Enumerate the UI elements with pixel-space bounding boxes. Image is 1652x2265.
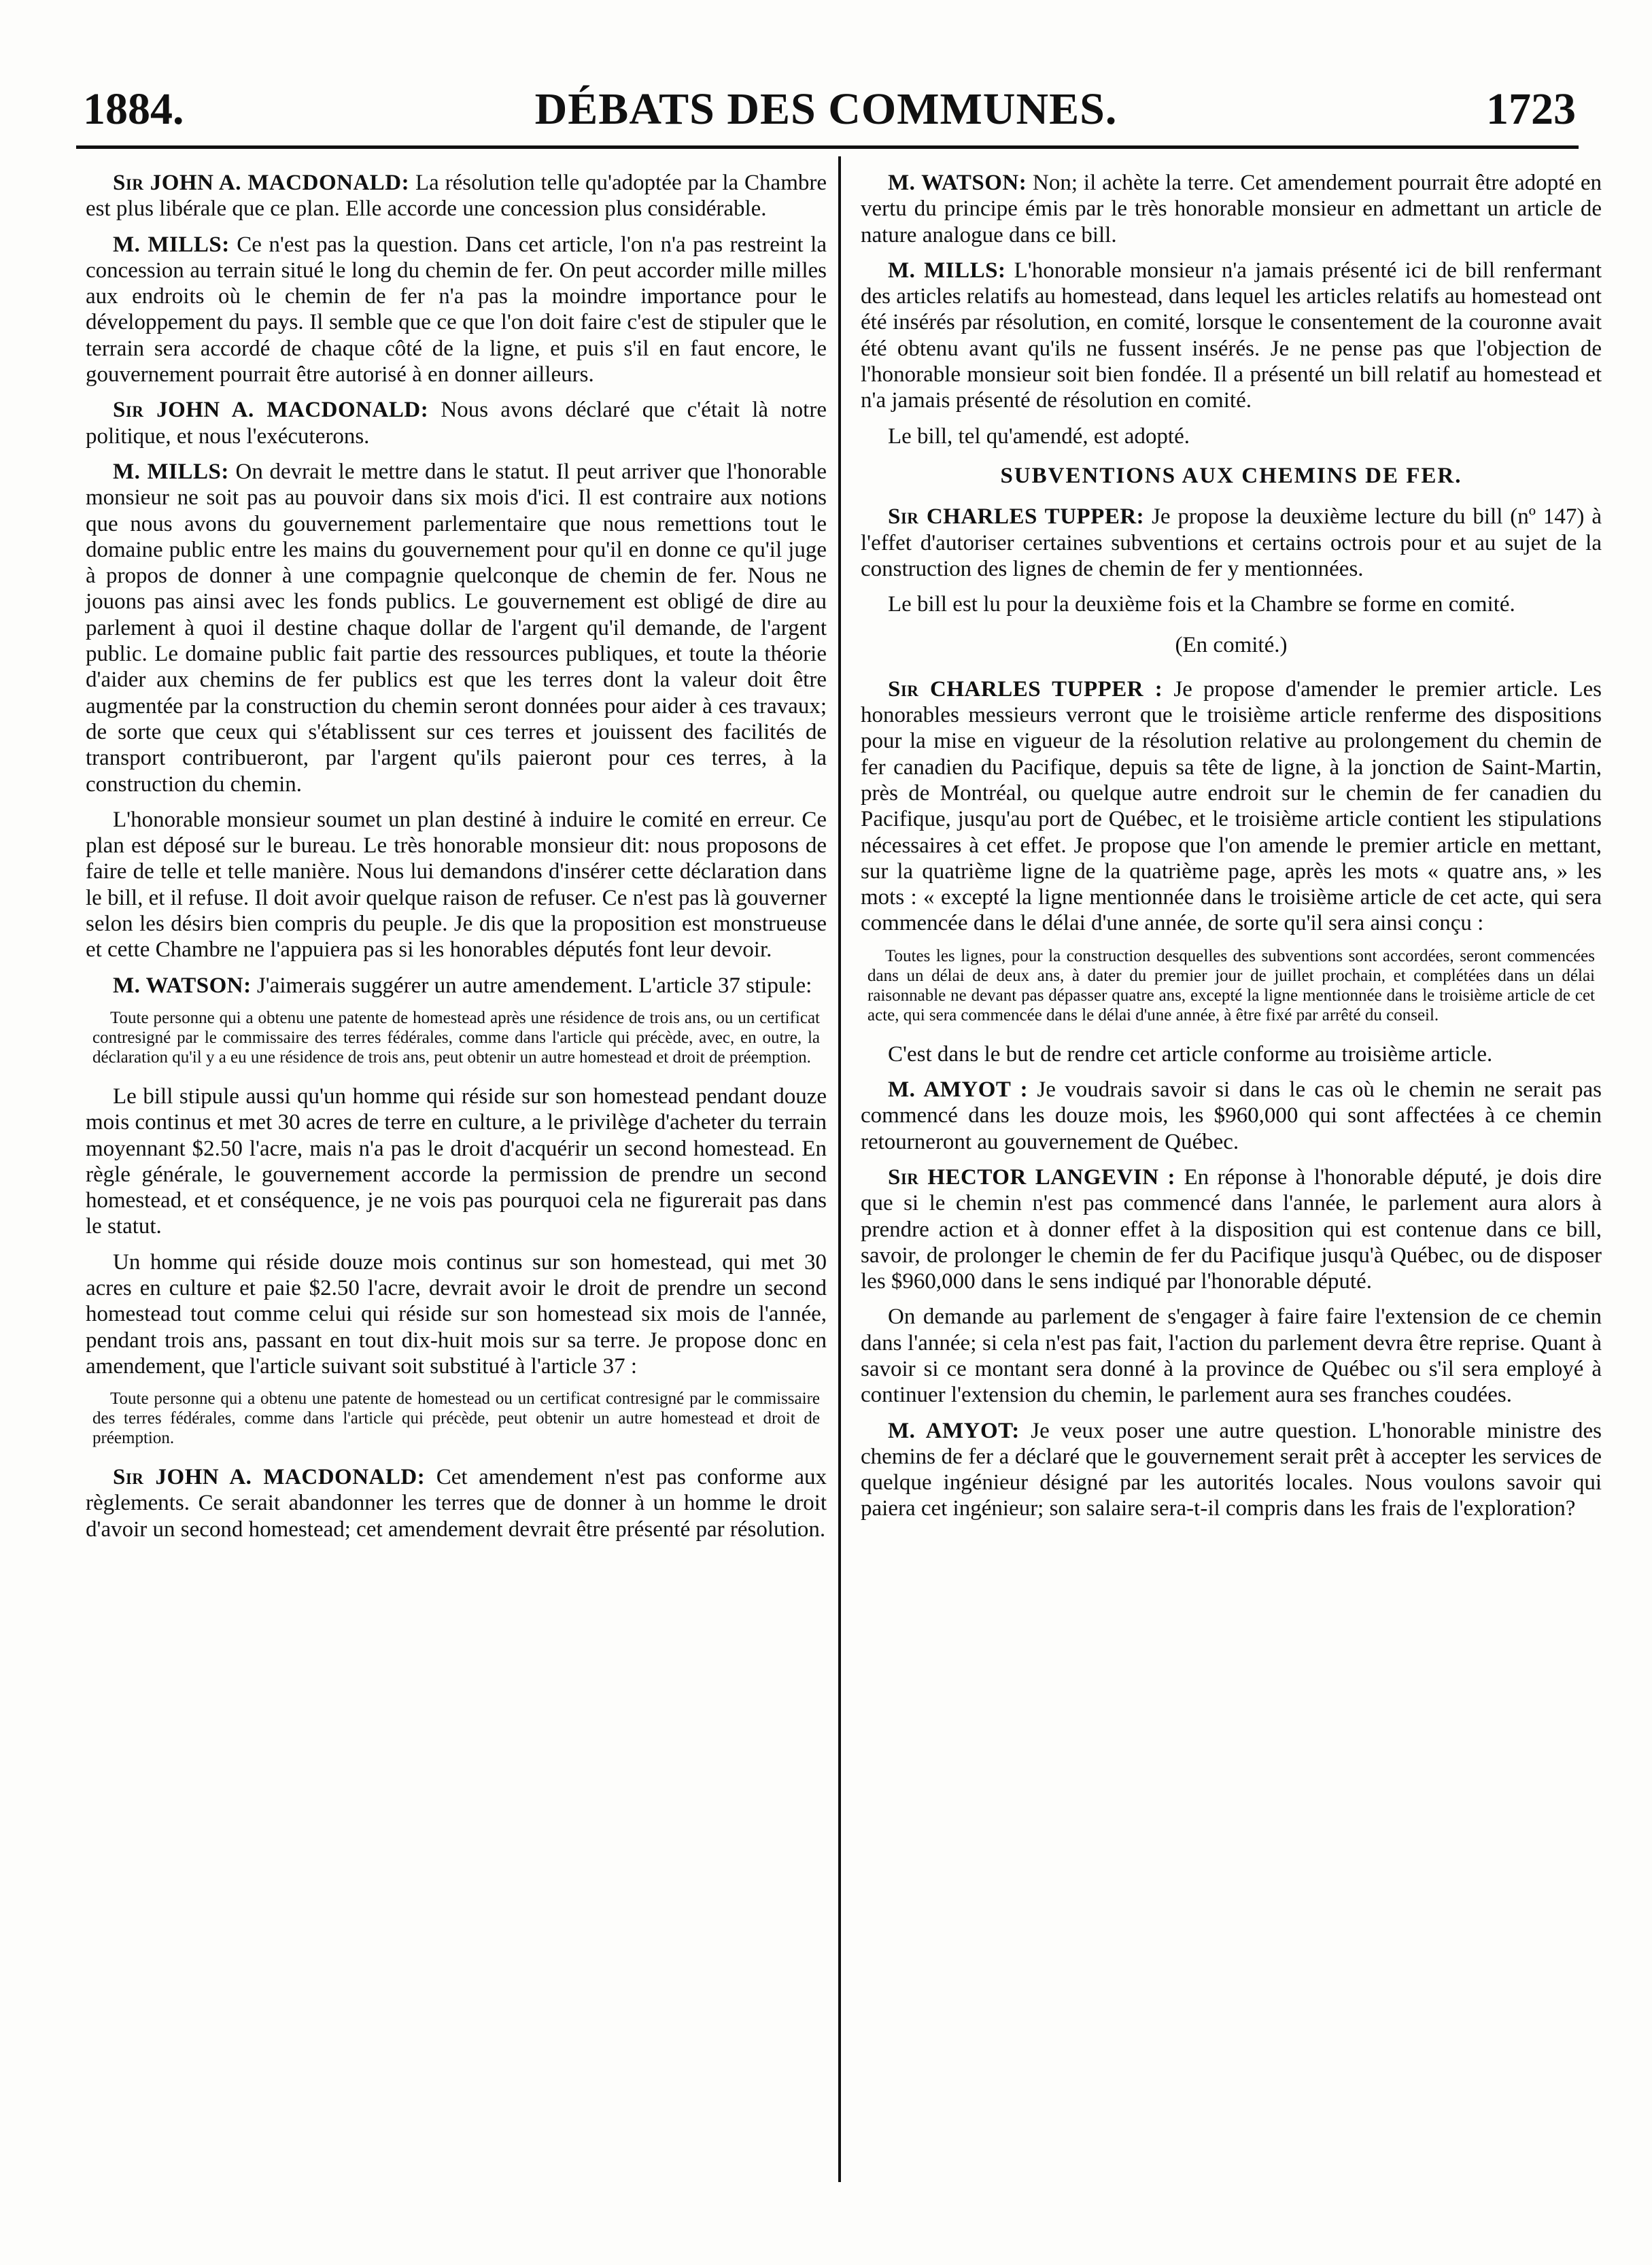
speaker-name: Sir JOHN A. MACDONALD:: [113, 1465, 426, 1490]
speech-text: Je veux poser une autre question. L'honorable ministre des chemins de fer a déclaré que le gouvernement serait prêt à accepter les services de quelque ingénieur désigné par les autorités locales. Nous voulons savoir qui paiera cet ingénieur; son salaire sera-t-il compris dans les frais de l'exploration?: [861, 1418, 1602, 1521]
speech-text: En réponse à l'honorable député, je dois dire que si le chemin n'est pas commencé dans l'année, le parlement aura alors à prendre action et à donner effet à la disposition qui est contenue dans ce bill, savoir, de prolonger le chemin de fer du Pacifique jusqu'à Québec, ou de disposer les $960,000 dans le sens indiqué par l'honorable député.: [861, 1164, 1602, 1294]
speech-text: Non; il achète la terre. Cet amendement pourrait être adopté en vertu du principe émis par le très honorable monsieur en admettant un article de nature analogue dans ce bill.: [861, 171, 1602, 247]
speech-paragraph: [86, 170, 827, 222]
speech-text: Je propose d'amender le premier article. Les honorables messieurs verront que le troisième article renferme des dispositions pour la mise en vigueur de la résolution relative au prolongement du chemin de fer canadien du Pacifique, depuis sa tête de ligne, à la jonction de Saint-Martin, près de Montréal, ou quelque autre endroit sur le chemin de fer canadien du Pacifique, jusqu'au port de Québec, et le troisième article contient les stipulations nécessaires à cet effet. Je propose que l'on amende le premier article en mettant, sur la quatrième ligne de la quatrième page, après les mots « quatre ans, » les mots : « excepté la ligne mentionnée dans le troisième article de cet acte, qui sera commencée dans le délai d'une année, de sorte qu'il sera ainsi conçu :: [861, 676, 1602, 936]
speech-text: L'honorable monsieur n'a jamais présenté ici de bill renfermant des articles relatifs au homestead, dans lequel les articles relatifs au homestead ont été insérés par résolution, en comité, lorsque le consentement de la couronne avait été obtenu avant qu'ils ne fussent insérés. Je ne pense pas que l'objection de l'honorable monsieur soit bien fondée. Il a présenté un bill relatif au homestead et n'a jamais présenté de résolution en comité.: [861, 258, 1602, 413]
speech-text: J'aimerais suggérer un autre amendement. L'article 37 stipule:: [251, 973, 812, 998]
body-paragraph: Le bill est lu pour la deuxième fois et la Chambre se forme en comité.: [888, 592, 1515, 617]
body-paragraph: C'est dans le but de rendre cet article conforme au troisième article.: [888, 1041, 1493, 1067]
section-subtitle: (En comité.): [1175, 633, 1288, 658]
speech-paragraph: [86, 397, 827, 449]
header-year: 1884.: [83, 84, 184, 134]
speech-paragraph: [861, 258, 1602, 414]
speaker-name: M. WATSON:: [113, 973, 252, 998]
speaker-name: Sir HECTOR LANGEVIN :: [888, 1164, 1176, 1190]
body-paragraph: On demande au parlement de s'engager à faire faire l'extension de ce chemin dans l'année; si cela n'est pas fait, l'action du parlement devra être reprise. Quant à savoir si ce montant sera donné à la province de Québec ou s'il sera employé à continuer l'extension du chemin, le parlement aura ses franches coudées.: [861, 1304, 1602, 1408]
speech-paragraph: [861, 1164, 1602, 1294]
speaker-name: M. MILLS:: [888, 258, 1006, 283]
speaker-name: Sir CHARLES TUPPER:: [888, 504, 1145, 530]
speech-text: Ce n'est pas la question. Dans cet article, l'on n'a pas restreint la concession au terrain situé le long du chemin de fer. On peut accorder mille milles aux endroits où le chemin de fer n'a pas la moindre importance pour le développement du pays. Il semble que ce que l'on doit faire c'est de stipuler que le terrain sera accordé de chaque côté de la ligne, et puis s'il en faut encore, le gouvernement pourrait être autorisé à en donner ailleurs.: [86, 232, 827, 387]
speaker-name: M. MILLS:: [113, 232, 230, 257]
body-paragraph: L'honorable monsieur soumet un plan destiné à induire le comité en erreur. Ce plan est déposé sur le bureau. Le très honorable monsieur dit: nous proposons de faire de telle et telle manière. Nous lui demandons d'insérer cette déclaration dans le bill, et il refuse. Il doit avoir quelque raison de refuser. Ce n'est pas là gouverner selon les désirs bien compris du peuple. Je dis que la proposition est monstrueuse et cette Chambre ne l'appuiera pas si les honorables députés font leur devoir.: [86, 807, 827, 963]
speech-text: On devrait le mettre dans le statut. Il peut arriver que l'honorable monsieur ne soit pas au pouvoir dans six mois d'ici. Il est contraire aux notions que nous avons du gouvernement parlementaire que nous remettions tout le domaine public entre les mains du gouvernement pour qu'il en donne ce qu'il juge à propos de donner à une compagnie quelconque de chemin de fer. Nous ne jouons pas ainsi avec les fonds publics. Le gouvernement est obligé de dire au parlement à quoi il destine chaque dollar de l'argent qu'il demande, de l'argent public. Le domaine public fait partie des ressources publiques, et toute la théorie d'aider aux chemins de fer publics est que les terres dont la valeur doit être augmentée par la construction du chemin seront données pour aider à ces travaux; de sorte que ceux qui s'établissent sur ces terres et jouissent des facilités de transport contribueront, par l'argent qu'ils paieront pour ces terres, à la construction du chemin.: [86, 459, 827, 797]
page-number: 1723: [1486, 84, 1576, 134]
speech-paragraph: [861, 504, 1602, 582]
speech-paragraph: [861, 170, 1602, 248]
speech-paragraph: [86, 459, 827, 797]
speech-paragraph: [861, 1077, 1602, 1155]
column-divider: [838, 156, 841, 2182]
speaker-name: M. WATSON:: [888, 171, 1027, 195]
speaker-name: Sir JOHN A. MACDONALD:: [113, 398, 429, 423]
speech-text: Cet amendement n'est pas conforme aux règlements. Ce serait abandonner les terres que de donner à un homme le droit d'avoir un second homestead; cet amendement devrait être présenté par résolution.: [86, 1465, 827, 1542]
quoted-clause: Toutes les lignes, pour la construction desquelles des subventions sont accordées, seront commencées dans un délai de deux ans, à dater du premier jour de juillet prochain, et complétées dans un délai raisonnable ne devant pas dépasser quatre ans, excepté la ligne mentionnée dans le troisième article de cet acte, qui sera commencée dans le délai d'une année, à être fixé par arrêté du conseil.: [867, 946, 1595, 1024]
speech-paragraph: [86, 1464, 827, 1542]
speech-paragraph: [861, 676, 1602, 937]
right-column: [861, 170, 1602, 1532]
speech-paragraph: [86, 232, 827, 388]
speaker-name: Sir CHARLES TUPPER :: [888, 676, 1163, 702]
quoted-clause: Toute personne qui a obtenu une patente de homestead ou un certificat contresigné par le commissaire des terres fédérales, comme dans l'article qui précède, peut obtenir un autre homestead et droit de préemption.: [92, 1389, 820, 1448]
section-heading: SUBVENTIONS AUX CHEMINS DE FER.: [1000, 463, 1462, 488]
speech-paragraph: [861, 1418, 1602, 1522]
left-column: [86, 170, 827, 1552]
body-paragraph: Le bill, tel qu'amendé, est adopté.: [888, 423, 1190, 449]
body-paragraph: Un homme qui réside douze mois continus sur son homestead, qui met 30 acres en culture et paie $2.50 l'acre, devrait avoir le droit de prendre un second homestead tout comme celui qui réside sur son homestead six mois de l'année, pendant trois ans, passant en tout dix-huit mois sur sa terre. Je propose donc en amendement, que l'article suivant soit substitué à l'article 37 :: [86, 1249, 827, 1379]
speech-text: La résolution telle qu'adoptée par la Chambre est plus libérale que ce plan. Elle accorde une concession plus considérable.: [86, 171, 827, 222]
speaker-name: M. AMYOT:: [888, 1418, 1020, 1443]
page-title: DÉBATS DES COMMUNES.: [534, 84, 1118, 134]
speech-text: Je propose la deuxième lecture du bill (nº 147) à l'effet d'autoriser certaines subventions et certains octrois pour et au sujet de la construction des lignes de chemin de fer y mentionnées.: [861, 504, 1602, 581]
quoted-clause: Toute personne qui a obtenu une patente de homestead après une résidence de trois ans, ou un certificat contresigné par le commissaire des terres fédérales, comme dans l'article qui précède, avec, en outre, la déclaration qu'il y a eu une résidence de trois ans, peut obtenir un autre homestead et droit de préemption.: [92, 1008, 820, 1067]
speaker-name: Sir JOHN A. MACDONALD:: [113, 171, 410, 195]
body-paragraph: Le bill stipule aussi qu'un homme qui réside sur son homestead pendant douze mois continus et met 30 acres de terre en culture, a le privilège d'acheter du terrain moyennant $2.50 l'acre, mais n'a pas le droit d'acquérir un second homestead. En règle générale, le gouvernement accorde la permission de prendre un second homestead, et et conséquence, je ne vois pas pourquoi cela ne figurerait pas dans le statut.: [86, 1084, 827, 1239]
speech-text: Je voudrais savoir si dans le cas où le chemin ne serait pas commencé dans les douze mois, les $960,000 qui sont affectées à ce chemin retourneront au gouvernement de Québec.: [861, 1077, 1602, 1154]
speech-text: Nous avons déclaré que c'était là notre politique, et nous l'exécuterons.: [86, 398, 827, 449]
speaker-name: M. MILLS:: [113, 459, 229, 484]
speech-paragraph: [86, 973, 827, 999]
header-rule: [76, 145, 1579, 149]
speaker-name: M. AMYOT :: [888, 1077, 1029, 1103]
